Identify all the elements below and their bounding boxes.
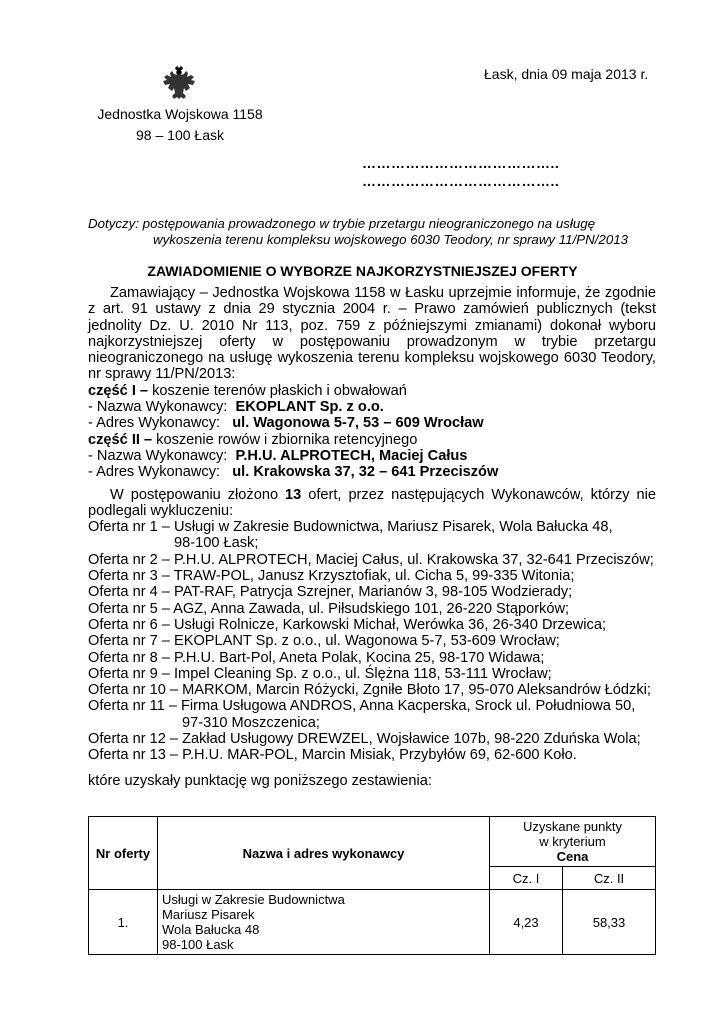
recipient-dots-line-2: …………………………………..: [362, 173, 560, 189]
offer-11: Oferta nr 11 – Firma Usługowa ANDROS, Anna Kacperska, Srock ul. Południowa 50,: [88, 698, 636, 715]
offer-10: Oferta nr 10 – MARKOM, Marcin Różycki, Zgniłe Błoto 17, 95-070 Aleksandrów Łódzki;: [88, 682, 651, 699]
col-cz1-header: Cz. I: [490, 867, 563, 890]
row-firm-line-3: Wola Bałucka 48: [162, 922, 260, 937]
col-points-line-1: Uzyskane punkty: [523, 819, 622, 834]
offer-11-cont: 97-310 Moszczenica;: [182, 714, 320, 731]
offer-4: Oferta nr 4 – PAT-RAF, Patrycja Szrejner, Marianów 3, 98-105 Wodzierady;: [88, 584, 573, 601]
document-body: [88, 285, 656, 789]
sender-unit: [92, 104, 268, 146]
col-name-header: Nazwa i adres wykonawcy: [158, 817, 490, 890]
scored-text: które uzyskały punktację wg poniższego zestawienia:: [88, 772, 432, 789]
part2-header: [88, 432, 656, 448]
offer-12: Oferta nr 12 – Zakład Usługowy DREWZEL, Wojsławice 107b, 98-220 Zduńska Wola;: [88, 731, 641, 748]
part2-addr-label: - Adres Wykonawcy:: [88, 464, 233, 481]
part1-label: część I –: [88, 382, 149, 399]
row-firm-line-4: 98-100 Łask: [162, 937, 234, 952]
col-points-line-2: w kryterium: [539, 834, 606, 849]
table-row: [89, 890, 656, 955]
subject-concerning: [88, 216, 658, 248]
sender-unit-name: Jednostka Wojskowa 1158: [97, 106, 263, 122]
offer-5: Oferta nr 5 – AGZ, Anna Zawada, ul. Piłsudskiego 101, 26-220 Stąporków;: [88, 600, 570, 617]
offers-count: 13: [285, 486, 302, 503]
offers-intro: [88, 487, 656, 520]
recipient-placeholder: [362, 154, 559, 190]
table-header-row: [89, 817, 656, 867]
part2-name-value: P.H.U. ALPROTECH, Maciej Całus: [235, 447, 468, 464]
intro-paragraph: Zamawiający – Jednostka Wojskowa 1158 w Łasku uprzejmie informuje, że zgodnie z art. 91 ustawy z dnia 29 stycznia 2004 r. – Prawo zamówień publicznych (tekst jednolity Dz. U. 2010 Nr 113, poz. 759 z późniejszymi zmianami) dokonał wyboru najkorzystniejszej oferty w postępowaniu prowadzonym w trybie przetargu nieograniczonego na usługę wykoszenia terenu kompleksu wojskowego 6030 Teodory, nr sprawy 11/PN/2013:: [88, 285, 656, 383]
row-firm-line-1: Usługi w Zakresie Budownictwa: [162, 892, 345, 907]
offer-1-cont: 98-100 Łask;: [174, 535, 259, 552]
row-cz1: 4,23: [490, 890, 563, 955]
part1-name-row: [88, 399, 656, 415]
part1-addr-row: [88, 415, 656, 431]
col-points-header: [490, 817, 656, 867]
col-cz2-header: Cz. II: [563, 867, 656, 890]
offer-3: Oferta nr 3 – TRAW-POL, Janusz Krzysztofiak, ul. Cicha 5, 99-335 Witonia;: [88, 568, 575, 585]
results-table: [88, 816, 656, 955]
offer-13: Oferta nr 13 – P.H.U. MAR-POL, Marcin Misiak, Przybyłów 69, 62-600 Koło.: [88, 747, 577, 764]
row-nr: 1.: [89, 890, 158, 955]
offer-7: Oferta nr 7 – EKOPLANT Sp. z o.o., ul. Wagonowa 5-7, 53-609 Wrocław;: [88, 633, 560, 650]
offer-8: Oferta nr 8 – P.H.U. Bart-Pol, Aneta Polak, Kocina 25, 98-170 Widawa;: [88, 649, 545, 666]
offer-9: Oferta nr 9 – Impel Cleaning Sp. z o.o., ul. Ślężna 118, 53-111 Wrocław;: [88, 665, 552, 682]
part2-label: część II –: [88, 431, 153, 448]
part1-addr-label: - Adres Wykonawcy:: [88, 415, 233, 432]
part2-name-label: - Nazwa Wykonawcy:: [88, 447, 236, 464]
part1-addr-value: ul. Wagonowa 5-7, 53 – 609 Wrocław: [232, 415, 484, 432]
document-date: Łask, dnia 09 maja 2013 r.: [484, 66, 649, 82]
part2-name-row: [88, 448, 656, 464]
part2-desc: koszenie rowów i zbiornika retencyjnego: [152, 431, 418, 448]
concern-line-2: wykoszenia terenu kompleksu wojskowego 6030 Teodory, nr sprawy 11/PN/2013: [153, 232, 629, 247]
sender-unit-address: 98 – 100 Łask: [136, 127, 224, 143]
document-title: ZAWIADOMIENIE O WYBORZE NAJKORZYSTNIEJSZEJ OFERTY: [147, 263, 578, 279]
polish-eagle-emblem-icon: [160, 65, 198, 105]
part2-addr-value: ul. Krakowska 37, 32 – 641 Przeciszów: [232, 464, 499, 481]
part1-name-label: - Nazwa Wykonawcy:: [88, 399, 236, 416]
recipient-dots-line-1: …………………………………..: [362, 155, 560, 171]
col-nr-header: Nr oferty: [89, 817, 158, 890]
row-cz2: 58,33: [563, 890, 656, 955]
offers-intro-before: W postępowaniu złożono: [110, 486, 286, 503]
offer-2: Oferta nr 2 – P.H.U. ALPROTECH, Maciej Całus, ul. Krakowska 37, 32-641 Przeciszów;: [88, 551, 654, 568]
offers-intro-after: ofert, przez następujących Wykonawców, którzy nie podlegali wykluczeniu:: [88, 486, 656, 519]
concern-line-1: Dotyczy: postępowania prowadzonego w trybie przetargu nieograniczonego na usługę: [88, 216, 596, 231]
part1-header: [88, 383, 656, 399]
offer-6: Oferta nr 6 – Usługi Rolnicze, Karkowski Michał, Werówka 36, 26-340 Drzewica;: [88, 616, 607, 633]
part1-name-value: EKOPLANT Sp. z o.o.: [235, 399, 384, 416]
row-firm-line-2: Mariusz Pisarek: [162, 907, 255, 922]
part2-addr-row: [88, 464, 656, 480]
part1-desc: koszenie terenów płaskich i obwałowań: [148, 382, 407, 399]
offer-1: Oferta nr 1 – Usługi w Zakresie Budownictwa, Mariusz Pisarek, Wola Bałucka 48,: [88, 519, 613, 536]
row-firm: [158, 890, 490, 955]
col-points-line-3: Cena: [556, 849, 589, 864]
